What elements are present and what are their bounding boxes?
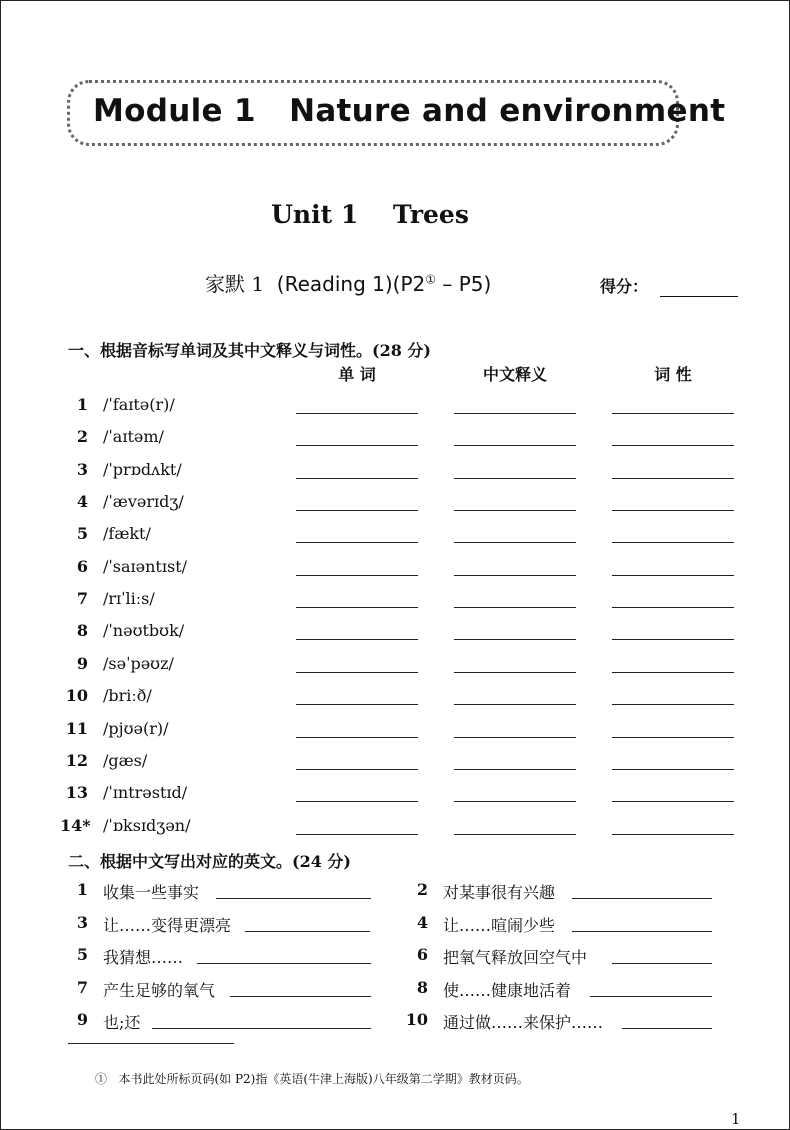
phonetic-row xyxy=(0,816,790,848)
unit-title: Unit 1 Trees xyxy=(271,200,469,229)
homework-title xyxy=(205,268,491,297)
phonetic-row xyxy=(0,395,790,427)
item-number: 10 xyxy=(405,1010,428,1029)
phonetic-text: /rɪˈliːs/ xyxy=(103,589,155,608)
chinese-prompt: 把氧气释放回空气中 xyxy=(443,948,588,967)
phonetic-row xyxy=(0,654,790,686)
word-blank[interactable] xyxy=(296,737,418,738)
page-number: 1 xyxy=(731,1110,741,1128)
chinese-prompt: 对某事很有兴趣 xyxy=(443,883,556,902)
part1-title: 一、根据音标写单词及其中文释义与词性。(28 分) xyxy=(68,341,431,360)
column-header-word: 单 词 xyxy=(338,365,376,384)
phonetic-text: /ˈprɒdʌkt/ xyxy=(103,460,182,479)
item-number: 4 xyxy=(416,913,428,932)
pos-blank[interactable] xyxy=(612,478,734,479)
word-blank[interactable] xyxy=(296,834,418,835)
meaning-blank[interactable] xyxy=(454,737,576,738)
chinese-prompt: 也;还 xyxy=(103,1013,141,1032)
pos-blank[interactable] xyxy=(612,413,734,414)
item-number: 9 xyxy=(76,1010,88,1029)
meaning-blank[interactable] xyxy=(454,478,576,479)
word-blank[interactable] xyxy=(296,413,418,414)
word-blank[interactable] xyxy=(296,639,418,640)
meaning-blank[interactable] xyxy=(454,510,576,511)
phonetic-row xyxy=(0,751,790,783)
word-blank[interactable] xyxy=(296,510,418,511)
meaning-blank[interactable] xyxy=(454,639,576,640)
chinese-prompt: 通过做……来保护…… xyxy=(443,1013,604,1032)
item-number: 9 xyxy=(76,654,88,673)
answer-blank[interactable] xyxy=(230,996,371,997)
answer-blank[interactable] xyxy=(590,996,712,997)
homework-title-en: (Reading 1)(P2 xyxy=(264,272,426,296)
chinese-prompt: 产生足够的氧气 xyxy=(103,981,216,1000)
meaning-blank[interactable] xyxy=(454,769,576,770)
answer-blank[interactable] xyxy=(245,931,370,932)
phonetic-row xyxy=(0,557,790,589)
pos-blank[interactable] xyxy=(612,510,734,511)
homework-title-end: – P5) xyxy=(436,272,492,296)
meaning-blank[interactable] xyxy=(454,542,576,543)
chinese-prompt: 让……喧闹少些 xyxy=(443,916,556,935)
pos-blank[interactable] xyxy=(612,639,734,640)
item-number: 12 xyxy=(65,751,88,770)
phonetic-row xyxy=(0,719,790,751)
phonetic-row xyxy=(0,427,790,459)
answer-blank[interactable] xyxy=(622,1028,712,1029)
footnote: ① 本书此处所标页码(如 P2)指《英语(牛津上海版)八年级第二学期》教材页码。 xyxy=(95,1072,529,1086)
item-number: 2 xyxy=(76,427,88,446)
word-blank[interactable] xyxy=(296,801,418,802)
item-number: 5 xyxy=(76,945,88,964)
item-number: 7 xyxy=(76,589,88,608)
module-title: Module 1 Nature and environment xyxy=(93,93,726,129)
word-blank[interactable] xyxy=(296,769,418,770)
column-header-meaning: 中文释义 xyxy=(482,365,547,384)
meaning-blank[interactable] xyxy=(454,607,576,608)
homework-title-cn: 家默 1 xyxy=(205,272,265,296)
answer-blank[interactable] xyxy=(572,931,712,932)
score-label: 得分： xyxy=(600,277,649,296)
answer-blank[interactable] xyxy=(216,898,371,899)
meaning-blank[interactable] xyxy=(454,704,576,705)
word-blank[interactable] xyxy=(296,445,418,446)
pos-blank[interactable] xyxy=(612,542,734,543)
word-blank[interactable] xyxy=(296,575,418,576)
chinese-prompt: 使……健康地活着 xyxy=(443,981,572,1000)
item-number: 2 xyxy=(416,880,428,899)
word-blank[interactable] xyxy=(296,672,418,673)
item-number: 7 xyxy=(76,978,88,997)
pos-blank[interactable] xyxy=(612,737,734,738)
phonetic-text: /briːð/ xyxy=(103,686,152,705)
meaning-blank[interactable] xyxy=(454,575,576,576)
phonetic-text: /səˈpəʊz/ xyxy=(103,654,174,673)
pos-blank[interactable] xyxy=(612,445,734,446)
item-number: 10 xyxy=(65,686,88,705)
meaning-blank[interactable] xyxy=(454,801,576,802)
meaning-blank[interactable] xyxy=(454,672,576,673)
pos-blank[interactable] xyxy=(612,704,734,705)
chinese-prompt: 我猜想…… xyxy=(103,948,184,967)
footnote-rule xyxy=(68,1043,234,1044)
score-blank[interactable] xyxy=(660,296,738,297)
answer-blank[interactable] xyxy=(612,963,712,964)
item-number: 1 xyxy=(76,395,88,414)
phonetic-row xyxy=(0,524,790,556)
item-number: 8 xyxy=(416,978,428,997)
answer-blank[interactable] xyxy=(152,1028,371,1029)
phonetic-row xyxy=(0,686,790,718)
word-blank[interactable] xyxy=(296,607,418,608)
phonetic-text: /ˈaɪtəm/ xyxy=(103,427,164,446)
meaning-blank[interactable] xyxy=(454,413,576,414)
item-number: 4 xyxy=(76,492,88,511)
phonetic-text: /ˈɪntrəstɪd/ xyxy=(103,783,188,802)
item-number: 3 xyxy=(76,460,88,479)
item-number: 8 xyxy=(76,621,88,640)
meaning-blank[interactable] xyxy=(454,445,576,446)
item-number: 6 xyxy=(76,557,88,576)
phonetic-row xyxy=(0,589,790,621)
phonetic-text: /pjʊə(r)/ xyxy=(103,719,169,738)
phonetic-text: /ˈfaɪtə(r)/ xyxy=(103,395,175,414)
phonetic-text: /gæs/ xyxy=(103,751,148,770)
answer-blank[interactable] xyxy=(572,898,712,899)
column-header-pos: 词 性 xyxy=(654,365,692,384)
chinese-prompt: 让……变得更漂亮 xyxy=(103,916,232,935)
phonetic-row xyxy=(0,621,790,653)
item-number: 14* xyxy=(60,816,91,835)
item-number: 6 xyxy=(416,945,428,964)
phonetic-row xyxy=(0,460,790,492)
phonetic-text: /fækt/ xyxy=(103,524,151,543)
phonetic-text: /ˈɒksɪdʒən/ xyxy=(103,816,191,835)
answer-blank[interactable] xyxy=(197,963,371,964)
item-number: 13 xyxy=(65,783,88,802)
phonetic-row xyxy=(0,492,790,524)
pos-blank[interactable] xyxy=(612,769,734,770)
phonetic-text: /ˈnəʊtbʊk/ xyxy=(103,621,185,640)
phonetic-row xyxy=(0,783,790,815)
phonetic-text: /ˈævərɪdʒ/ xyxy=(103,492,184,511)
pos-blank[interactable] xyxy=(612,575,734,576)
chinese-prompt: 收集一些事实 xyxy=(103,883,200,902)
item-number: 5 xyxy=(76,524,88,543)
phonetic-text: /ˈsaɪəntɪst/ xyxy=(103,557,188,576)
item-number: 1 xyxy=(76,880,88,899)
word-blank[interactable] xyxy=(296,542,418,543)
pos-blank[interactable] xyxy=(612,834,734,835)
part2-title: 二、根据中文写出对应的英文。(24 分) xyxy=(68,852,351,871)
pos-blank[interactable] xyxy=(612,607,734,608)
pos-blank[interactable] xyxy=(612,801,734,802)
item-number: 11 xyxy=(65,719,88,738)
footnote-marker: ① xyxy=(425,272,437,287)
pos-blank[interactable] xyxy=(612,672,734,673)
meaning-blank[interactable] xyxy=(454,834,576,835)
word-blank[interactable] xyxy=(296,704,418,705)
item-number: 3 xyxy=(76,913,88,932)
word-blank[interactable] xyxy=(296,478,418,479)
